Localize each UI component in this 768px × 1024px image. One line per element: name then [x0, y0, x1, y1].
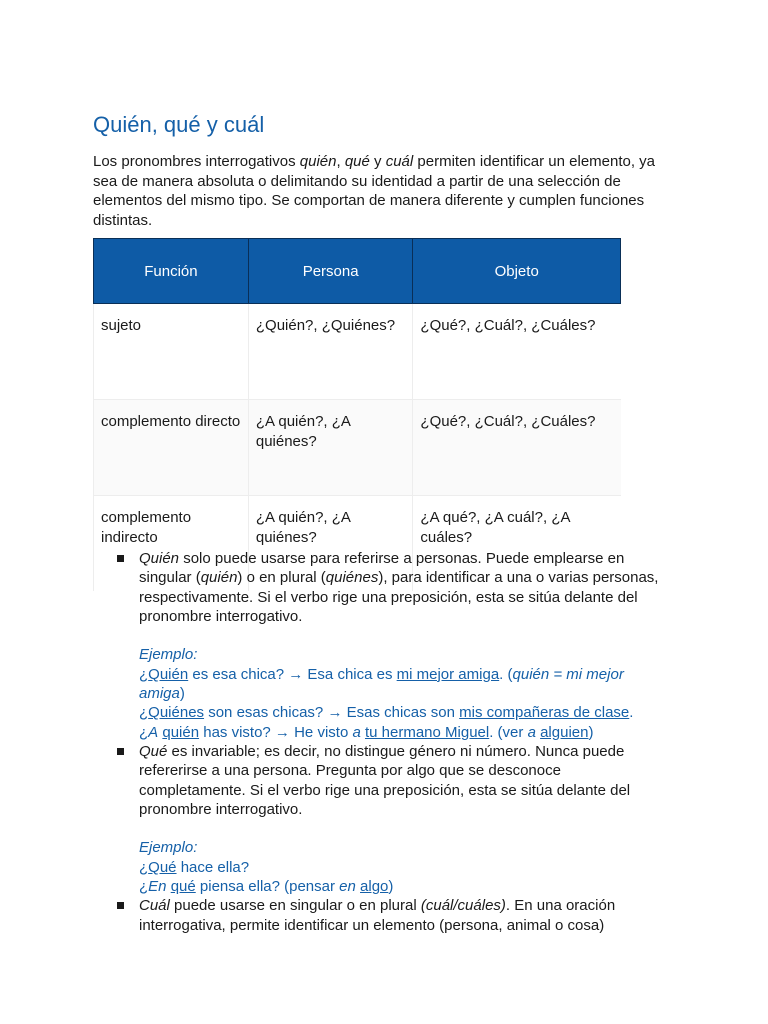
text: ¿ [139, 858, 149, 876]
intro-term-cual: cuál [385, 153, 414, 170]
intro-term-que: qué [344, 153, 370, 170]
bullet-text [139, 742, 660, 819]
example-label: Ejemplo: [139, 646, 198, 664]
underlined-word: algo [360, 878, 389, 896]
underlined-word: qué [170, 878, 196, 896]
term: En [148, 878, 167, 896]
table-header-row [94, 239, 621, 304]
table-cell: ¿A quién?, ¿A quiénes? [248, 400, 413, 496]
intro-term-quien: quién [299, 153, 337, 170]
text: . En una oración interrogativa, permite identificar un elemento (persona, animal o cosa) [139, 897, 616, 934]
underlined-word: mis compañeras de clase [459, 704, 630, 722]
term: en [339, 878, 356, 896]
example-block [139, 645, 660, 741]
table-row [94, 304, 621, 400]
table-cell: complemento indirecto [94, 496, 249, 592]
table-cell: ¿Quién?, ¿Quiénes? [248, 304, 413, 400]
intro-text: Los pronombres interrogativos [93, 153, 300, 170]
text: ) [388, 878, 394, 896]
example-line [139, 858, 660, 877]
text: ¿ [139, 704, 149, 722]
intro-text: y [369, 153, 386, 170]
square-bullet-icon [117, 555, 124, 562]
term: a [527, 723, 536, 741]
example-line [139, 877, 660, 896]
text: . [629, 704, 634, 722]
underlined-word: alguien [540, 723, 589, 741]
bullet-list [115, 549, 660, 935]
example-line [139, 703, 660, 722]
text: piensa ella? (pensar [195, 878, 340, 896]
header-objeto: Objeto [413, 239, 621, 304]
example-line [139, 723, 660, 742]
text: ¿ [139, 665, 149, 683]
term: (cuál/cuáles) [420, 897, 506, 915]
text: hace ella? [176, 858, 250, 876]
underlined-word: Quién [148, 665, 189, 683]
term: quién = mi mejor amiga [139, 665, 624, 703]
text: ) [588, 723, 594, 741]
table-cell: ¿Qué?, ¿Cuál?, ¿Cuáles? [413, 400, 621, 496]
underlined-word: tu hermano Miguel [364, 723, 490, 741]
term: quiénes [325, 569, 379, 587]
bullet-text [139, 896, 660, 935]
text: . ( [499, 665, 513, 683]
text: solo puede usarse para referirse a personas. Puede emplearse en singular ( [139, 550, 625, 587]
underlined-word: Quiénes [148, 704, 205, 722]
term: a [352, 723, 361, 741]
list-item [115, 742, 660, 896]
text: puede usarse en singular o en plural [169, 897, 421, 915]
term: Qué [139, 742, 168, 760]
bullet-text [139, 549, 660, 626]
text: ), para identificar a una o varias personas, respectivamente. Si el verbo rige una preposición, esta se sitúa delante del pronombre interrogativo. [139, 569, 659, 625]
intro-text: permiten identificar un elemento, ya sea de manera absoluta o delimitando su identidad a partir de una selección de elementos del mismo tipo. Se comportan de manera diferente y cumplen funciones distintas. [93, 153, 656, 229]
pronoun-table [93, 238, 621, 591]
text: has visto? → He visto [199, 723, 353, 741]
text: son esas chicas? → Esas chicas son [204, 704, 460, 722]
text: ) [179, 685, 185, 703]
example-label: Ejemplo: [139, 839, 198, 857]
term: Cuál [139, 897, 170, 915]
text: ¿ [139, 723, 149, 741]
list-item [115, 549, 660, 742]
table-cell: ¿A quién?, ¿A quiénes? [248, 496, 413, 592]
table-cell: ¿Qué?, ¿Cuál?, ¿Cuáles? [413, 304, 621, 400]
underlined-word: mi mejor amiga [396, 665, 500, 683]
table-cell: sujeto [94, 304, 249, 400]
intro-text: , [336, 153, 345, 170]
text: . (ver [489, 723, 528, 741]
example-block [139, 838, 660, 896]
term: A [148, 723, 159, 741]
square-bullet-icon [117, 748, 124, 755]
term: quién [200, 569, 238, 587]
example-line [139, 665, 660, 704]
intro-paragraph [93, 152, 663, 230]
table-row [94, 400, 621, 496]
text: es esa chica? → Esa chica es [188, 665, 397, 683]
text: ¿ [139, 878, 149, 896]
page-title: Quién, qué y cuál [93, 112, 265, 137]
header-funcion: Función [94, 239, 249, 304]
square-bullet-icon [117, 902, 124, 909]
header-persona: Persona [248, 239, 413, 304]
term: Quién [139, 550, 180, 567]
underlined-word: quién [162, 723, 200, 741]
text: ) o en plural ( [237, 569, 326, 587]
list-item [115, 896, 660, 935]
table-cell: complemento directo [94, 400, 249, 496]
underlined-word: Qué [148, 858, 177, 876]
text: es invariable; es decir, no distingue género ni número. Nunca puede refererirse a una persona. Pregunta por algo que se desconoce completamente. Si el verbo rige una preposición, esta se sitúa delante del pronombre interrogativo. [139, 742, 631, 818]
table-cell: ¿A qué?, ¿A cuál?, ¿A cuáles? [420, 509, 570, 546]
